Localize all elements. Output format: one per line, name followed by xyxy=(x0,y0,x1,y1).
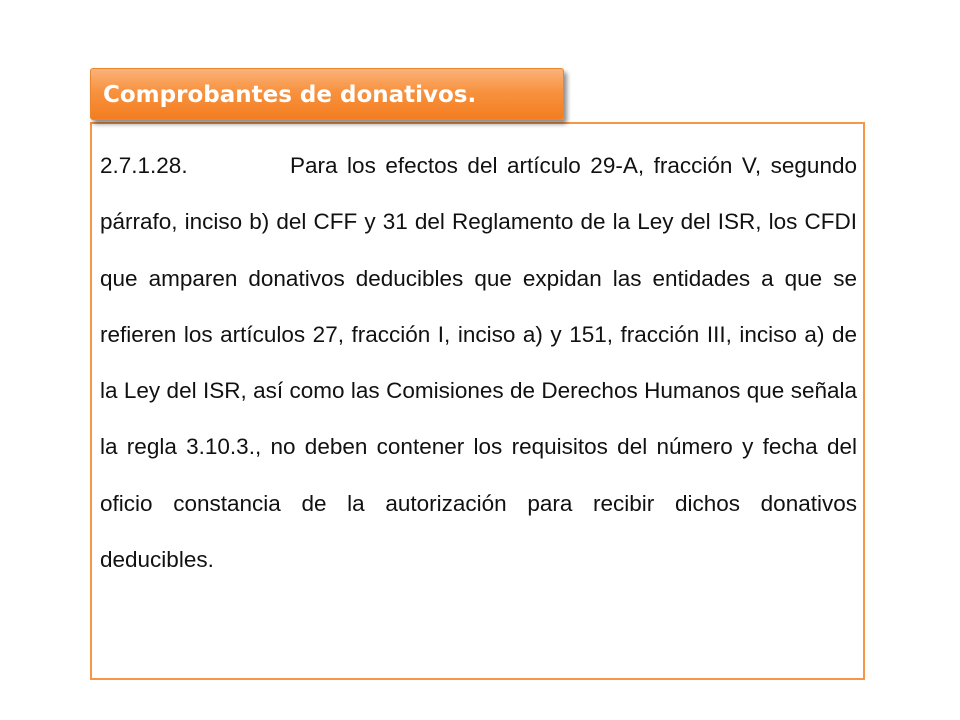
slide-title xyxy=(90,68,564,120)
rule-paragraph xyxy=(100,138,857,588)
rule-number: 2.7.1.28. xyxy=(100,153,188,178)
slide-title-text: Comprobantes de donativos. xyxy=(103,82,477,108)
rule-body: Para los efectos del artículo 29-A, fracción V, segundo párrafo, inciso b) del CFF y 31 del Reglamento de la Ley del ISR, los CFDI que amparen donativos deducibles que expidan las entidades a que se refieren los artículos 27, fracción I, inciso a) y 151, fracción III, inciso a) de la Ley del ISR, así como las Comisiones de Derechos Humanos que señala la regla 3.10.3., no deben contener los requisitos del número y fecha del oficio constancia de la autorización para recibir dichos donativos deducibles. xyxy=(100,153,857,573)
